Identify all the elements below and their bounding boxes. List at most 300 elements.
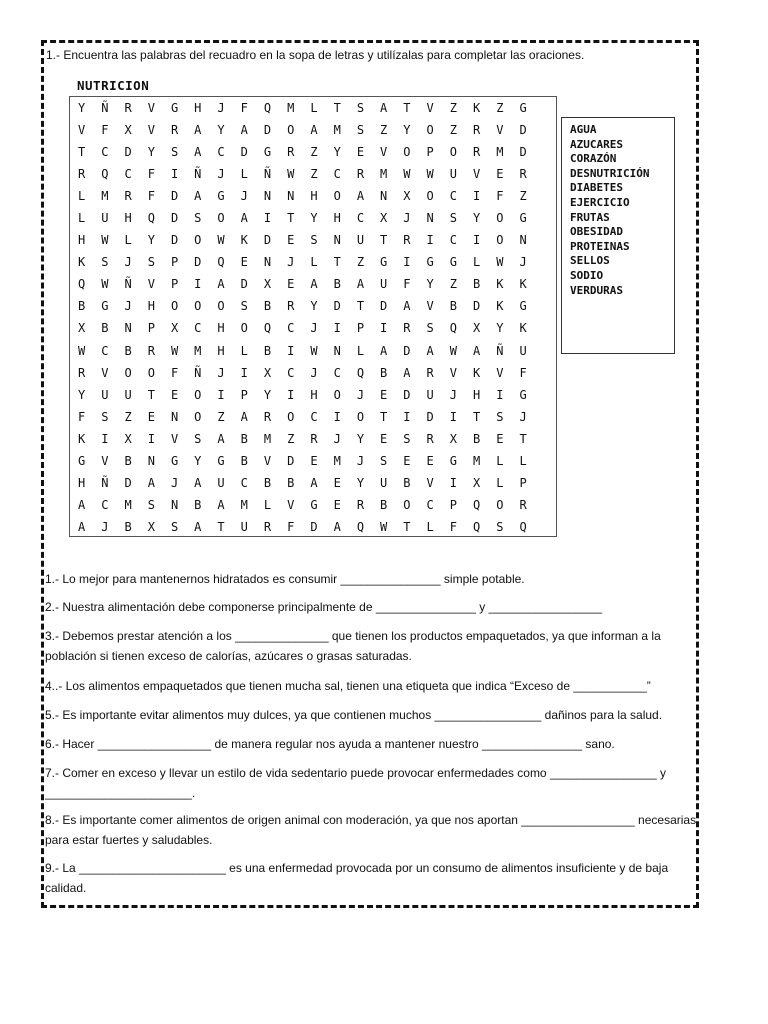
grid-cell: I — [426, 233, 434, 248]
grid-cell: V — [170, 431, 179, 446]
grid-cell: D — [170, 211, 179, 226]
grid-cell: G — [449, 255, 457, 270]
grid-cell: R — [472, 145, 481, 160]
grid-cell: J — [217, 167, 225, 182]
grid-cell: B — [124, 343, 132, 358]
grid-cell: R — [426, 431, 434, 446]
grid-cell: Y — [310, 299, 318, 314]
word-list-item: EJERCICIO — [570, 195, 630, 209]
grid-cell: E — [380, 431, 388, 446]
question-7: 7.- Comer en exceso y llevar un estilo de vida sedentario puede provocar enfermedades como ________________ y ______________________. — [45, 766, 667, 800]
grid-cell: M — [240, 497, 248, 512]
grid-cell: A — [472, 343, 481, 358]
grid-cell: C — [426, 497, 434, 512]
grid-cell: R — [403, 233, 411, 248]
grid-cell: J — [217, 101, 225, 115]
grid-cell: A — [194, 475, 202, 490]
grid-cell: B — [194, 497, 202, 512]
grid-cell: V — [380, 145, 388, 160]
grid-row — [70, 406, 556, 428]
word-list-box — [561, 117, 675, 354]
grid-cell: L — [263, 497, 272, 512]
grid-cell: X — [170, 321, 179, 336]
grid-cell: T — [403, 101, 411, 115]
grid-cell: G — [78, 453, 86, 468]
grid-cell: O — [496, 233, 504, 248]
grid-cell: D — [263, 233, 272, 248]
grid-cell: B — [263, 299, 272, 314]
grid-cell: J — [519, 409, 527, 424]
grid-cell: Q — [472, 497, 481, 512]
grid-cell: I — [403, 255, 411, 270]
grid-cell: G — [426, 255, 434, 270]
grid-cell: C — [287, 365, 295, 380]
grid-cell: J — [333, 431, 341, 446]
grid-cell: A — [217, 277, 225, 292]
grid-cell: U — [426, 387, 434, 402]
grid-cell: A — [380, 101, 388, 115]
word-list-item: FRUTAS — [570, 210, 610, 224]
grid-cell: V — [472, 167, 481, 182]
grid-cell: M — [124, 497, 132, 512]
grid-cell: R — [356, 497, 365, 512]
question-2: 2.- Nuestra alimentación debe componerse principalmente de _______________ y _________________ — [45, 600, 603, 614]
grid-cell: I — [472, 233, 481, 248]
grid-cell: U — [124, 387, 132, 402]
grid-cell: K — [472, 101, 481, 115]
grid-cell: U — [380, 475, 388, 490]
grid-cell: P — [449, 497, 457, 512]
grid-cell: I — [170, 167, 179, 182]
grid-cell: G — [170, 101, 179, 115]
grid-row — [70, 362, 556, 384]
grid-cell: B — [124, 519, 132, 534]
grid-cell: E — [403, 453, 411, 468]
grid-cell: E — [287, 233, 295, 248]
grid-cell: R — [170, 123, 179, 138]
grid-cell: P — [170, 255, 179, 270]
grid-cell: P — [426, 145, 434, 160]
grid-cell: A — [78, 519, 86, 534]
grid-cell: E — [356, 145, 365, 160]
word-search-grid — [69, 96, 557, 537]
grid-cell: Q — [101, 167, 109, 182]
grid-cell: T — [147, 387, 155, 402]
grid-cell: F — [240, 101, 248, 115]
grid-cell: C — [101, 497, 109, 512]
grid-row — [70, 295, 556, 317]
grid-cell: L — [310, 255, 318, 270]
grid-cell: W — [170, 343, 179, 358]
grid-cell: V — [426, 475, 434, 490]
grid-cell: S — [194, 431, 202, 446]
grid-cell: D — [426, 409, 434, 424]
question-9: 9.- La ______________________ es una enfermedad provocada por un consumo de alimentos insuficiente y de baja calidad. — [45, 861, 669, 895]
word-search-title: NUTRICION — [77, 78, 150, 93]
grid-cell: T — [472, 409, 481, 424]
grid-cell: S — [356, 101, 365, 115]
grid-cell: R — [78, 167, 86, 182]
grid-cell: A — [310, 277, 318, 292]
grid-cell: O — [287, 123, 295, 138]
grid-cell: J — [287, 255, 295, 270]
grid-cell: I — [449, 475, 457, 490]
grid-cell: Q — [519, 519, 527, 534]
grid-cell: Y — [147, 145, 155, 160]
grid-cell: Ñ — [194, 365, 202, 380]
grid-cell: X — [380, 211, 388, 226]
grid-cell: J — [124, 299, 132, 314]
grid-cell: D — [333, 299, 341, 314]
grid-row — [70, 97, 556, 119]
grid-cell: D — [519, 145, 527, 160]
grid-cell: B — [101, 321, 109, 336]
grid-cell: T — [380, 233, 388, 248]
grid-cell: H — [194, 101, 202, 115]
grid-cell: O — [194, 299, 202, 314]
question-8: 8.- Es importante comer alimentos de origen animal con moderación, ya que nos aportan _________________ necesarias para estar fuertes y saludables. — [45, 813, 697, 847]
grid-cell: H — [147, 299, 155, 314]
grid-cell: D — [170, 189, 179, 204]
grid-cell: O — [147, 365, 155, 380]
grid-cell: M — [496, 145, 504, 160]
grid-cell: A — [194, 189, 202, 204]
grid-cell: B — [403, 475, 411, 490]
grid-cell: O — [426, 189, 434, 204]
grid-cell: X — [472, 321, 481, 336]
grid-cell: C — [217, 145, 225, 160]
grid-cell: Y — [217, 123, 225, 138]
grid-cell: F — [449, 519, 457, 534]
grid-cell: O — [496, 497, 504, 512]
word-list-item: VERDURAS — [570, 283, 623, 297]
grid-cell: I — [333, 409, 341, 424]
grid-cell: B — [124, 453, 132, 468]
grid-cell: Z — [310, 167, 318, 182]
grid-cell: U — [240, 519, 248, 534]
grid-cell: N — [170, 409, 179, 424]
grid-cell: V — [496, 365, 504, 380]
grid-cell: F — [170, 365, 179, 380]
grid-cell: I — [449, 409, 457, 424]
grid-cell: I — [194, 277, 202, 292]
grid-cell: C — [287, 321, 295, 336]
grid-cell: L — [240, 343, 248, 358]
grid-cell: R — [426, 365, 434, 380]
grid-cell: L — [124, 233, 132, 248]
grid-cell: E — [240, 255, 248, 270]
grid-cell: U — [519, 343, 527, 358]
grid-cell: J — [449, 387, 457, 402]
grid-cell: Q — [217, 255, 225, 270]
word-list-item: AGUA — [570, 123, 597, 136]
grid-cell: E — [496, 431, 504, 446]
grid-cell: A — [426, 343, 434, 358]
grid-cell: Z — [496, 101, 504, 115]
grid-cell: V — [496, 123, 504, 138]
grid-cell: M — [263, 431, 272, 446]
grid-cell: T — [287, 211, 295, 226]
grid-cell: D — [240, 277, 248, 292]
grid-cell: W — [78, 343, 86, 358]
grid-cell: S — [240, 299, 248, 314]
grid-cell: H — [124, 211, 132, 226]
grid-cell: O — [240, 321, 248, 336]
grid-cell: S — [194, 211, 202, 226]
grid-cell: S — [310, 233, 318, 248]
grid-cell: J — [124, 255, 132, 270]
grid-cell: S — [147, 497, 155, 512]
grid-cell: U — [449, 167, 457, 182]
grid-cell: R — [263, 519, 272, 534]
grid-cell: B — [449, 299, 457, 314]
grid-cell: O — [403, 497, 411, 512]
grid-cell: S — [403, 431, 411, 446]
grid-cell: I — [101, 431, 109, 446]
grid-cell: A — [194, 123, 202, 138]
grid-cell: X — [263, 365, 272, 380]
grid-cell: S — [496, 519, 504, 534]
grid-row — [70, 472, 556, 494]
grid-cell: F — [519, 365, 527, 380]
grid-cell: A — [217, 431, 225, 446]
grid-cell: E — [333, 497, 341, 512]
grid-cell: E — [496, 167, 504, 182]
grid-cell: N — [380, 189, 388, 204]
grid-cell: I — [263, 211, 272, 226]
grid-cell: O — [194, 409, 202, 424]
grid-cell: Z — [449, 123, 457, 138]
grid-cell: X — [78, 321, 86, 336]
grid-cell: A — [194, 519, 202, 534]
grid-cell: G — [519, 299, 527, 314]
grid-cell: D — [310, 519, 318, 534]
grid-cell: G — [101, 299, 109, 314]
grid-cell: B — [240, 431, 248, 446]
grid-cell: D — [403, 343, 411, 358]
word-list-item: OBESIDAD — [570, 225, 623, 239]
grid-cell: Q — [472, 519, 481, 534]
grid-cell: V — [426, 101, 434, 115]
grid-cell: X — [403, 189, 411, 204]
grid-cell: C — [240, 475, 248, 490]
grid-cell: A — [240, 409, 248, 424]
grid-cell: U — [356, 233, 365, 248]
grid-cell: L — [78, 211, 86, 226]
grid-cell: I — [217, 387, 225, 402]
grid-cell: O — [194, 387, 202, 402]
grid-cell: B — [287, 475, 295, 490]
grid-row — [70, 185, 556, 207]
grid-cell: I — [403, 409, 411, 424]
grid-cell: X — [449, 431, 457, 446]
grid-cell: C — [194, 321, 202, 336]
grid-cell: Q — [356, 519, 365, 534]
grid-cell: Y — [496, 321, 504, 336]
grid-cell: L — [496, 453, 504, 468]
grid-row — [70, 251, 556, 273]
grid-cell: J — [403, 211, 411, 226]
grid-cell: L — [426, 519, 434, 534]
grid-cell: Z — [356, 255, 365, 270]
grid-cell: B — [240, 453, 248, 468]
grid-cell: H — [78, 233, 86, 248]
grid-cell: C — [333, 167, 341, 182]
grid-cell: Q — [263, 101, 272, 115]
grid-cell: O — [194, 233, 202, 248]
grid-cell: B — [380, 497, 388, 512]
grid-cell: K — [519, 277, 527, 292]
grid-cell: A — [194, 145, 202, 160]
grid-cell: R — [403, 321, 411, 336]
grid-cell: A — [403, 365, 411, 380]
grid-cell: G — [263, 145, 272, 160]
grid-cell: Z — [310, 145, 318, 160]
grid-cell: Y — [426, 277, 434, 292]
grid-cell: G — [519, 101, 527, 115]
question-3: 3.- Debemos prestar atención a los ______________ que tienen los productos empaquetados, ya que informan a la población si tienen exceso de calorías, azúcares o grasas saturadas. — [45, 629, 661, 663]
grid-cell: F — [403, 277, 411, 292]
grid-cell: X — [147, 519, 155, 534]
grid-cell: C — [101, 145, 109, 160]
grid-cell: Y — [310, 211, 318, 226]
grid-cell: G — [170, 453, 179, 468]
grid-cell: P — [240, 387, 248, 402]
grid-cell: J — [240, 189, 248, 204]
grid-cell: T — [519, 431, 527, 446]
grid-cell: Ñ — [194, 167, 202, 182]
grid-row — [70, 317, 556, 339]
grid-cell: L — [472, 255, 481, 270]
grid-cell: Ñ — [263, 167, 272, 182]
grid-cell: T — [333, 101, 341, 115]
grid-cell: D — [124, 145, 132, 160]
grid-cell: Q — [356, 365, 365, 380]
grid-cell: O — [496, 211, 504, 226]
grid-cell: C — [101, 343, 109, 358]
grid-cell: C — [310, 409, 318, 424]
grid-cell: H — [78, 475, 86, 490]
grid-cell: T — [380, 409, 388, 424]
grid-cell: R — [263, 409, 272, 424]
grid-cell: M — [333, 453, 341, 468]
grid-cell: X — [124, 123, 132, 138]
grid-cell: Q — [263, 321, 272, 336]
grid-cell: U — [101, 387, 109, 402]
grid-cell: G — [519, 211, 527, 226]
grid-cell: O — [403, 145, 411, 160]
grid-cell: G — [310, 497, 318, 512]
grid-cell: H — [472, 387, 481, 402]
grid-cell: I — [287, 343, 295, 358]
grid-cell: H — [217, 343, 225, 358]
grid-cell: A — [403, 299, 411, 314]
grid-cell: T — [78, 145, 86, 160]
grid-cell: O — [333, 189, 341, 204]
grid-cell: V — [147, 101, 155, 115]
grid-cell: A — [356, 189, 365, 204]
grid-cell: U — [380, 277, 388, 292]
grid-cell: F — [147, 167, 155, 182]
grid-cell: J — [310, 321, 318, 336]
grid-cell: H — [217, 321, 225, 336]
grid-cell: L — [496, 475, 504, 490]
grid-cell: Z — [519, 189, 527, 204]
grid-cell: J — [356, 453, 365, 468]
grid-cell: O — [356, 409, 365, 424]
grid-cell: I — [287, 387, 295, 402]
grid-cell: Y — [403, 123, 411, 138]
grid-cell: V — [287, 497, 295, 512]
grid-cell: B — [472, 431, 481, 446]
grid-cell: R — [356, 167, 365, 182]
grid-cell: D — [240, 145, 248, 160]
grid-cell: O — [217, 299, 225, 314]
grid-cell: Y — [333, 145, 341, 160]
grid-cell: O — [333, 387, 341, 402]
grid-cell: W — [217, 233, 225, 248]
grid-cell: P — [519, 475, 527, 490]
grid-cell: V — [147, 277, 155, 292]
grid-cell: Z — [380, 123, 388, 138]
grid-row — [70, 141, 556, 163]
grid-cell: B — [78, 299, 86, 314]
grid-cell: R — [287, 145, 295, 160]
grid-cell: R — [519, 497, 527, 512]
grid-cell: C — [356, 211, 365, 226]
grid-cell: V — [263, 453, 272, 468]
grid-cell: Z — [217, 409, 225, 424]
grid-cell: H — [310, 387, 318, 402]
grid-cell: Y — [356, 431, 365, 446]
grid-cell: R — [78, 365, 86, 380]
grid-cell: E — [170, 387, 179, 402]
grid-cell: C — [124, 167, 132, 182]
grid-cell: I — [333, 321, 341, 336]
grid-cell: C — [333, 365, 341, 380]
grid-cell: K — [519, 321, 527, 336]
word-list-item: SELLOS — [570, 254, 610, 268]
grid-cell: H — [310, 189, 318, 204]
grid-row — [70, 207, 556, 229]
grid-cell: S — [101, 255, 109, 270]
grid-row — [70, 428, 556, 450]
grid-row — [70, 450, 556, 472]
grid-cell: E — [147, 409, 155, 424]
grid-cell: I — [496, 387, 504, 402]
grid-cell: J — [101, 519, 109, 534]
grid-cell: D — [194, 255, 202, 270]
grid-cell: P — [356, 321, 365, 336]
grid-cell: E — [380, 387, 388, 402]
grid-cell: Y — [78, 387, 86, 402]
grid-cell: O — [170, 299, 179, 314]
grid-cell: L — [310, 101, 318, 115]
grid-cell: R — [472, 123, 481, 138]
grid-cell: V — [147, 123, 155, 138]
grid-cell: B — [333, 277, 341, 292]
grid-cell: R — [310, 431, 318, 446]
grid-cell: D — [287, 453, 295, 468]
grid-cell: F — [78, 409, 86, 424]
question-5: 5.- Es importante evitar alimentos muy dulces, ya que contienen muchos ________________ dañinos para la salud. — [45, 708, 663, 722]
grid-cell: B — [263, 343, 272, 358]
grid-cell: K — [472, 365, 481, 380]
grid-cell: K — [496, 299, 504, 314]
grid-cell: L — [240, 167, 248, 182]
grid-cell: A — [310, 475, 318, 490]
grid-cell: G — [519, 387, 527, 402]
